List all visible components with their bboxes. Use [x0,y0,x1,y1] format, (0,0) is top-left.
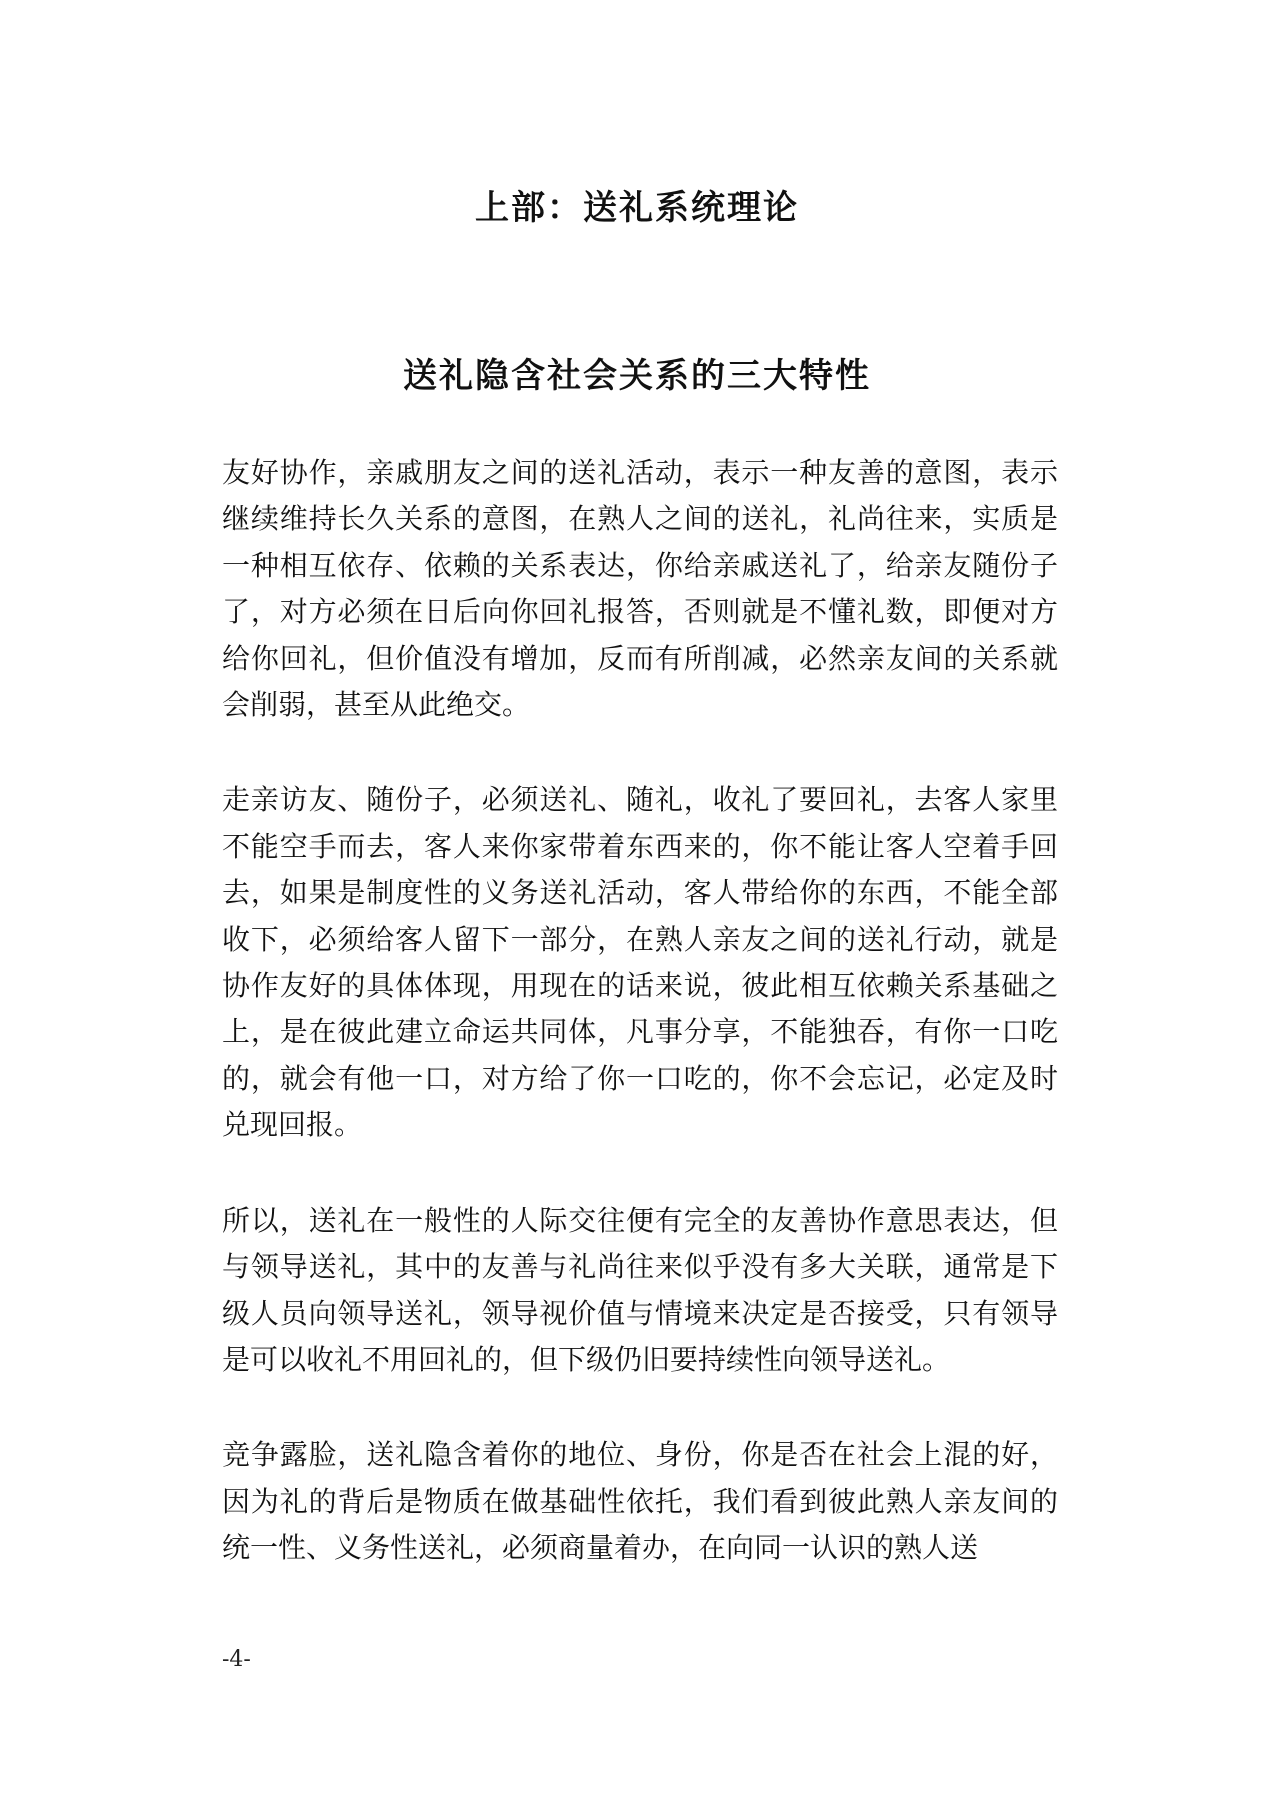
paragraph: 竞争露脸，送礼隐含着你的地位、身份，你是否在社会上混的好，因为礼的背后是物质在做基础性依托，我们看到彼此熟人亲友间的统一性、义务性送礼，必须商量着办，在向同一认识的熟人送 [222,1438,1058,1565]
paragraph: 所以，送礼在一般性的人际交往便有完全的友善协作意思表达，但与领导送礼，其中的友善与礼尚往来似乎没有多大关联，通常是下级人员向领导送礼，领导视价值与情境来决定是否接受，只有领导是可以收礼不用回礼的，但下级仍旧要持续性向领导送礼。 [222,1203,1058,1376]
body-text [222,450,1058,1621]
paragraph: 走亲访友、随份子，必须送礼、随礼，收礼了要回礼，去客人家里不能空手而去，客人来你家带着东西来的，你不能让客人空着手回去，如果是制度性的义务送礼活动，客人带给你的东西，不能全部收下，必须给客人留下一部分，在熟人亲友之间的送礼行动，就是协作友好的具体体现，用现在的话来说，彼此相互依赖关系基础之上，是在彼此建立命运共同体，凡事分享，不能独吞，有你一口吃的，就会有他一口，对方给了你一口吃的，你不会忘记，必定及时兑现回报。 [222,783,1058,1142]
part-title: 上部：送礼系统理论 [475,188,799,228]
chapter-title: 送礼隐含社会关系的三大特性 [403,356,871,396]
page-number: -4- [222,1647,251,1672]
paragraph: 友好协作，亲戚朋友之间的送礼活动，表示一种友善的意图，表示继续维持长久关系的意图，在熟人之间的送礼，礼尚往来，实质是一种相互依存、依赖的关系表达，你给亲戚送礼了，给亲友随份子了，对方必须在日后向你回礼报答，否则就是不懂礼数，即便对方给你回礼，但价值没有增加，反而有所削减，必然亲友间的关系就会削弱，甚至从此绝交。 [222,456,1058,722]
